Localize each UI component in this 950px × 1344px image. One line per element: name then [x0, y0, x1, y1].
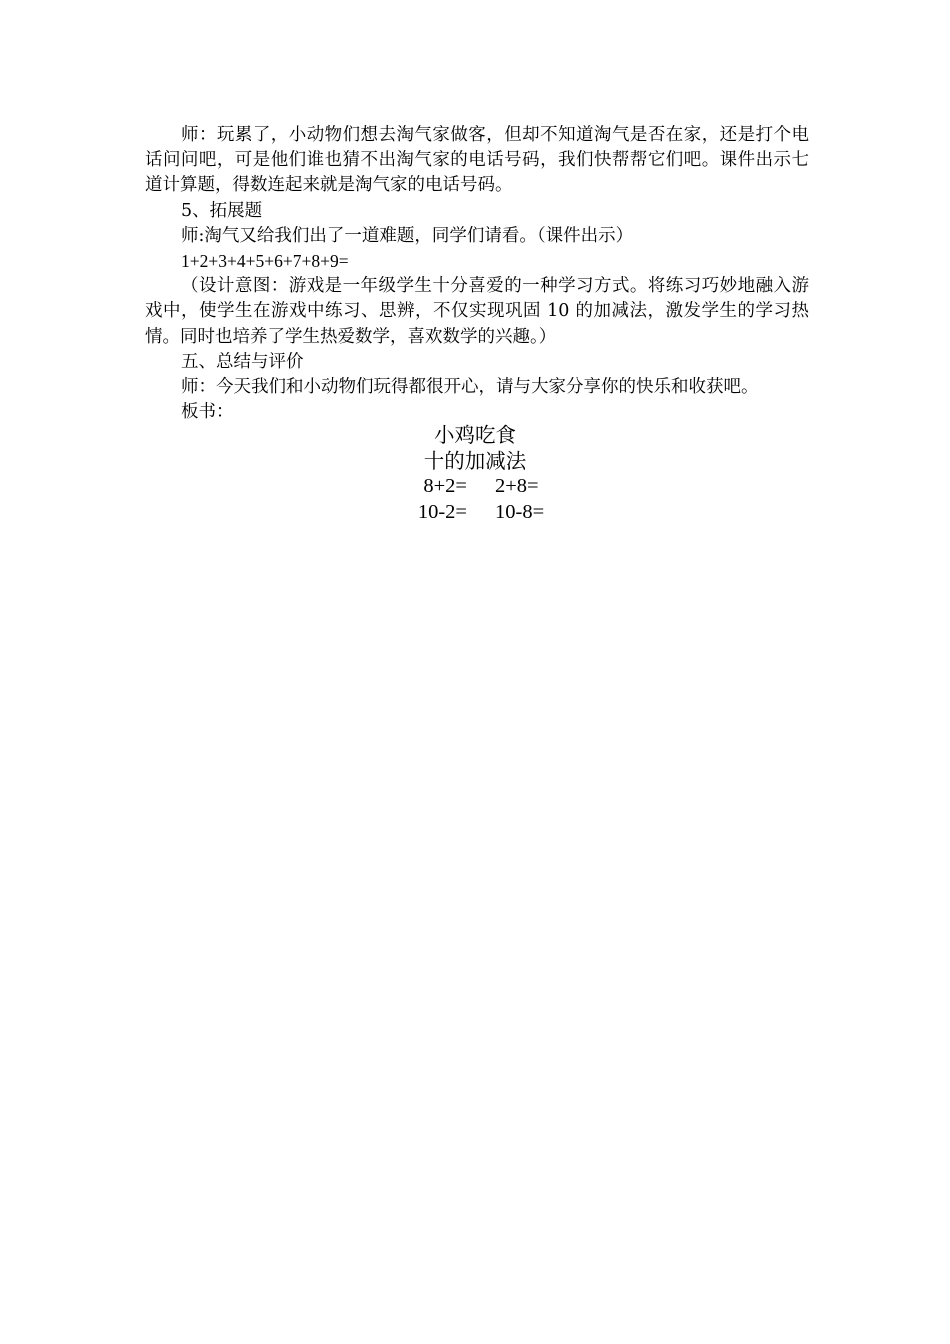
- board-equation-row: [0, 474, 950, 500]
- blackboard-label: 板书：: [181, 402, 234, 423]
- document-body: [145, 123, 809, 425]
- paragraph-design-intent: （设计意图：游戏是一年级学生十分喜爱的一种学习方式。将练习巧妙地融入游戏中，使学生在游戏中练习、思辨，不仅实现巩固 10 的加减法，激发学生的学习热情。同时也培养了学生热爱数学，喜欢数学的兴趣。）: [145, 276, 809, 347]
- paragraph-teacher-phone: 师：玩累了，小动物们想去淘气家做客，但却不知道淘气是否在家，还是打个电话问问吧，可是他们谁也猜不出淘气家的电话号码，我们快帮帮它们吧。课件出示七道计算题，得数连起来就是淘气家的电话号码。: [145, 125, 809, 196]
- board-subtitle: 十的加减法: [423, 448, 527, 473]
- section-heading-extension: 5、拓展题: [181, 200, 263, 221]
- section-heading-summary: 五、总结与评价: [181, 351, 304, 372]
- paragraph-teacher-summary: 师：今天我们和小动物们玩得都很开心，请与大家分享你的快乐和收获吧。: [181, 377, 759, 398]
- board-equation: 10-8=: [495, 500, 545, 523]
- paragraph-teacher-challenge: 师:淘气又给我们出了一道难题，同学们请看。（课件出示）: [181, 225, 634, 246]
- board-equation-row: [0, 500, 950, 526]
- board-title: 小鸡吃食: [434, 423, 516, 447]
- blackboard-notes: [0, 423, 950, 525]
- board-equation: 2+8=: [495, 475, 539, 497]
- board-equation: 10-2=: [417, 500, 467, 523]
- challenge-equation: 1+2+3+4+5+6+7+8+9=: [181, 251, 349, 272]
- board-equation: 8+2=: [423, 475, 467, 497]
